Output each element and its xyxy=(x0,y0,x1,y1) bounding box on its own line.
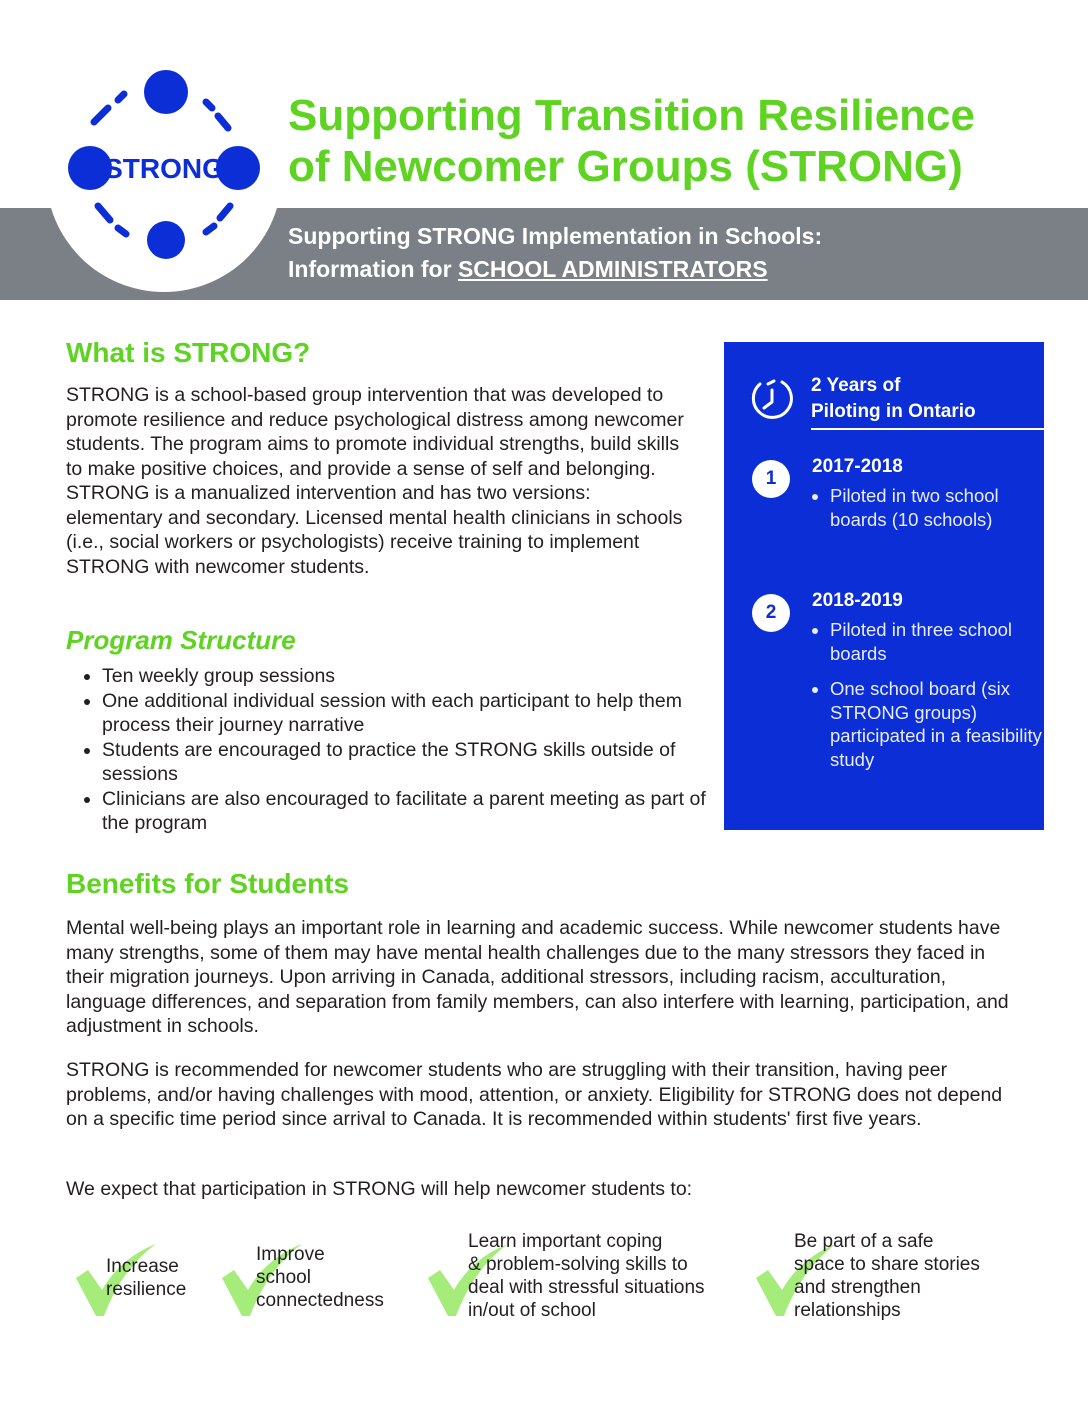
outcome-line: & problem-solving skills to xyxy=(468,1254,688,1275)
outcome-line: Increase xyxy=(106,1256,179,1277)
audience-label: SCHOOL ADMINISTRATORS xyxy=(457,256,768,282)
subtitle-prefix: Information for xyxy=(288,256,458,282)
outcome-line: resilience xyxy=(106,1279,187,1300)
what-is-body: STRONG is a school-based group intervention that was developed to promote resilience and reduce psychological distress among newcomer students. The program aims to promote individual strengths, build skills to make positive choices, and provide a sense of self and belonging. STRONG is a manualized intervention and has two versions: elementary and secondary. Licensed mental health clinicians in schools (i.e., social workers or psychologists) receive training to implement STRONG with newcomer students. xyxy=(66,384,684,578)
page-title xyxy=(288,90,1078,192)
page-subtitle xyxy=(288,220,1068,286)
outcome-line: and strengthen xyxy=(794,1277,921,1298)
list-item: • Students are encouraged to practice the STRONG skills outside of sessions xyxy=(102,738,722,787)
outcome-line: space to share stories xyxy=(794,1254,980,1275)
outcome-line: school xyxy=(256,1267,311,1288)
period-list xyxy=(812,618,1050,771)
benefits-heading: Benefits for Students xyxy=(66,868,350,899)
outcome-label xyxy=(256,1243,384,1312)
outcome-line: Be part of a safe xyxy=(794,1231,934,1252)
period-list xyxy=(812,484,1050,531)
logo-text: STRONG xyxy=(104,153,224,184)
sidebar-title-line1: 2 Years of xyxy=(811,375,901,396)
sidebar-title-line2: Piloting in Ontario xyxy=(811,401,976,422)
outcome-line: connectedness xyxy=(256,1290,384,1311)
piloting-sidebar xyxy=(724,342,1044,830)
clock-icon xyxy=(750,376,794,422)
subtitle-line1: Supporting STRONG Implementation in Schools: xyxy=(288,223,823,249)
outcome-line: Learn important coping xyxy=(468,1231,663,1252)
benefits-paragraph-1: Mental well-being plays an important role in learning and academic success. While newcomer students have many strengths, some of them may have mental health challenges due to the many stressors they faced in their migration journeys. Upon arriving in Canada, additional stressors, including racism, acculturation, language differences, and separation from family members, can also interfere with learning, participation, and adjustment in schools. xyxy=(66,917,1009,1037)
period-number-badge: 1 xyxy=(752,460,790,498)
list-item: • One additional individual session with each participant to help them process their journey narrative xyxy=(102,689,722,738)
list-item: • Clinicians are also encouraged to facilitate a parent meeting as part of the program xyxy=(102,787,722,836)
list-item: • One school board (six STRONG groups) participated in a feasibility study xyxy=(830,677,1050,771)
list-item: • Piloted in two school boards (10 schools) xyxy=(830,484,1050,531)
subtitle-line2 xyxy=(288,253,1068,286)
outcome-line: relationships xyxy=(794,1300,901,1321)
benefits-paragraph-3: We expect that participation in STRONG will help newcomer students to: xyxy=(66,1178,693,1200)
program-structure-list xyxy=(66,664,722,836)
sidebar-title xyxy=(811,373,1043,425)
list-item: • Piloted in three school boards xyxy=(830,618,1050,665)
strong-logo-icon xyxy=(46,56,282,292)
sidebar-divider xyxy=(811,428,1044,430)
page-title-line2: of Newcomer Groups (STRONG) xyxy=(288,142,963,191)
period-years: 2017-2018 xyxy=(812,456,903,477)
benefits-paragraph-2: STRONG is recommended for newcomer students who are struggling with their transition, having peer problems, and/or having challenges with mood, attention, or anxiety. Eligibility for STRONG does not depend on a specific time period since arrival to Canada. It is recommended within students' first five years. xyxy=(66,1059,1003,1130)
outcome-line: in/out of school xyxy=(468,1300,596,1321)
outcome-label xyxy=(106,1255,186,1301)
period-years: 2018-2019 xyxy=(812,590,903,611)
period-number-badge: 2 xyxy=(752,594,790,632)
outcome-label xyxy=(468,1230,705,1322)
what-is-heading: What is STRONG? xyxy=(66,337,311,368)
outcome-line: deal with stressful situations xyxy=(468,1277,705,1298)
outcome-line: Improve xyxy=(256,1244,325,1265)
list-item: • Ten weekly group sessions xyxy=(102,664,722,689)
program-structure-heading: Program Structure xyxy=(66,625,296,655)
page-title-line1: Supporting Transition Resilience xyxy=(288,91,975,140)
outcome-label xyxy=(794,1230,980,1322)
